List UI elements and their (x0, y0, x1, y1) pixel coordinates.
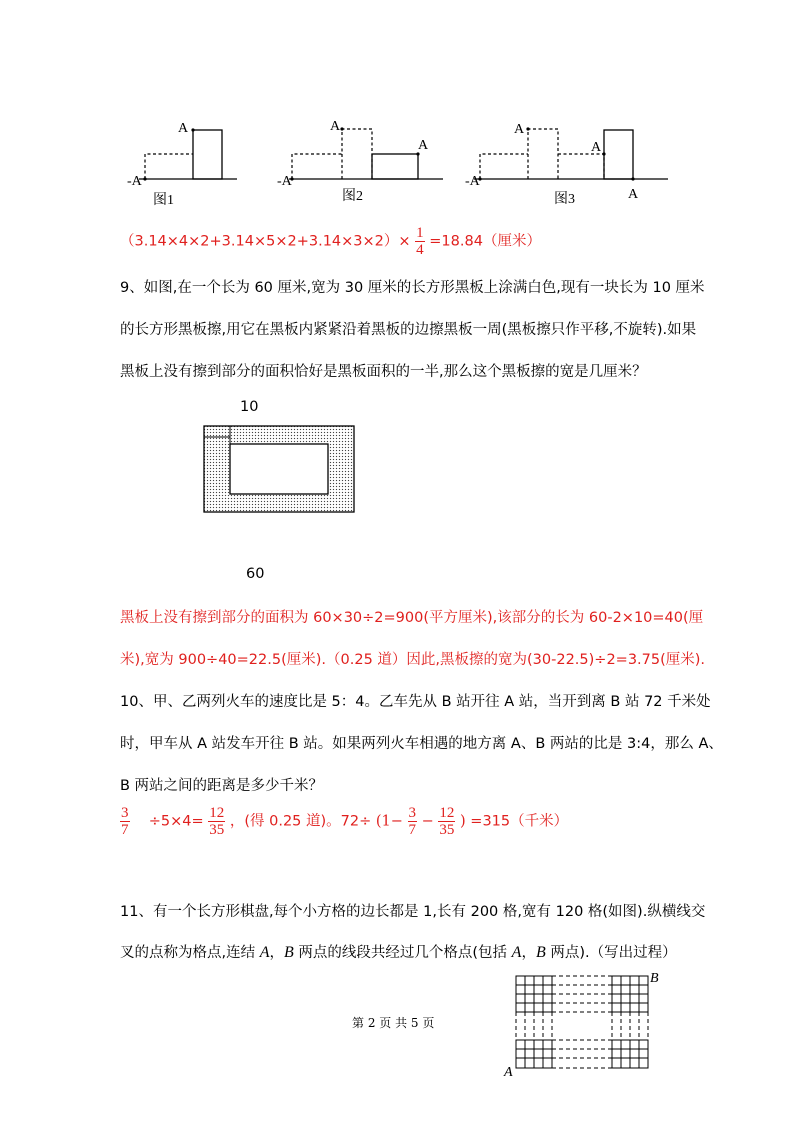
fig3-label-a-mid: A (591, 140, 602, 155)
answer-10-frac-2: $\frac{12}{35}$ (209, 805, 225, 838)
answer-10-mid-2: ，(得 0.25 道)。72÷ (229, 813, 372, 830)
var-a-2: A (511, 944, 522, 961)
answer-8-fraction: $\frac{1}{4}$ (416, 225, 424, 258)
q9-line-1: 9、如图,在一个长为 60 厘米,宽为 30 厘米的长方形黑板上涂满白色,现有一块长为 10 厘米 (120, 280, 705, 296)
fig2-caption: 图2 (342, 189, 363, 204)
answer-9-line-2: 米),宽为 900÷40=22.5(厘米).（0.25 道）因此,黑板擦的宽为(30-22.5)÷2=3.75(厘米). (120, 652, 706, 668)
fig3-label-a-top: A (514, 122, 525, 137)
answer-10-frac-4: $\frac{12}{35}$ (439, 805, 455, 838)
q10-line-2: 时，甲车从 A 站发车开往 B 站。如果两列火车相遇的地方离 A、B 两站的比是 3:4，那么 A、 (120, 736, 723, 752)
answer-10-paren-close: ) (460, 813, 466, 830)
q10-line-1: 10、甲、乙两列火车的速度比是 5：4。乙车先从 B 站开往 A 站，当开到离 B 站 72 千米处 (120, 694, 711, 710)
answer-10-mid-1: ÷5×4= (148, 813, 204, 830)
fig2-label-neg-a: -A (277, 174, 292, 189)
answer-8-suffix: =18.84（厘米） (429, 233, 541, 250)
blackboard-diagram (203, 425, 355, 513)
figure-3 (462, 115, 672, 210)
page-footer: 第 2 页 共 5 页 (352, 1016, 435, 1030)
fig3-label-a-bottom: A (628, 187, 639, 202)
var-b: B (284, 944, 294, 961)
answer-10-paren-open: (1− (375, 813, 403, 830)
var-b-2: B (535, 944, 546, 961)
fig2-label-a-top: A (330, 119, 341, 134)
answer-10-frac-3: $\frac{3}{7}$ (408, 805, 417, 838)
q10-line-3: B 两站之间的距离是多少千米？ (120, 778, 324, 794)
fig2-label-a-right: A (418, 138, 429, 153)
fig1-caption: 图1 (153, 193, 174, 208)
q9-line-2: 的长方形黑板擦,用它在黑板内紧紧沿着黑板的边擦黑板一周(黑板擦只作平移,不旋转).如果 (120, 322, 697, 338)
fig3-caption: 图3 (554, 192, 575, 207)
q11-line-2: 叉的点称为格点,连结 A，B 两点的线段共经过几个格点(包括 A，B 两点).（写出过程） (120, 944, 677, 961)
answer-10 (120, 805, 568, 838)
figure-1 (125, 115, 245, 210)
var-a: A (259, 944, 270, 961)
answer-9-line-1: 黑板上没有擦到部分的面积为 60×30÷2=900(平方厘米),该部分的长为 60-2×10=40(厘 (120, 610, 704, 626)
answer-8 (120, 225, 541, 258)
fig1-label-a: A (178, 121, 189, 136)
answer-10-suffix: =315（千米） (470, 813, 569, 830)
grid-label-a: A (504, 1065, 513, 1078)
grid-label-b: B (650, 971, 659, 986)
fig3-label-neg-a: -A (465, 174, 480, 189)
q11-line-1: 11、有一个长方形棋盘,每个小方格的边长都是 1,长有 200 格,宽有 120 格(如图).纵横线交 (120, 904, 706, 920)
answer-10-minus: − (421, 813, 434, 830)
figure-2 (275, 112, 445, 207)
answer-8-prefix: （3.14×4×2+3.14×5×2+3.14×3×2）× (120, 233, 411, 250)
q9-label-bottom: 60 (246, 566, 265, 582)
chessboard-diagram (502, 966, 662, 1078)
q9-line-3: 黑板上没有擦到部分的面积恰好是黑板面积的一半,那么这个黑板擦的宽是几厘米？ (120, 364, 647, 380)
q9-label-top: 10 (240, 399, 259, 415)
fig1-label-neg-a: -A (127, 174, 142, 189)
answer-10-frac-1: $\frac{3}{7}$ (121, 805, 129, 838)
